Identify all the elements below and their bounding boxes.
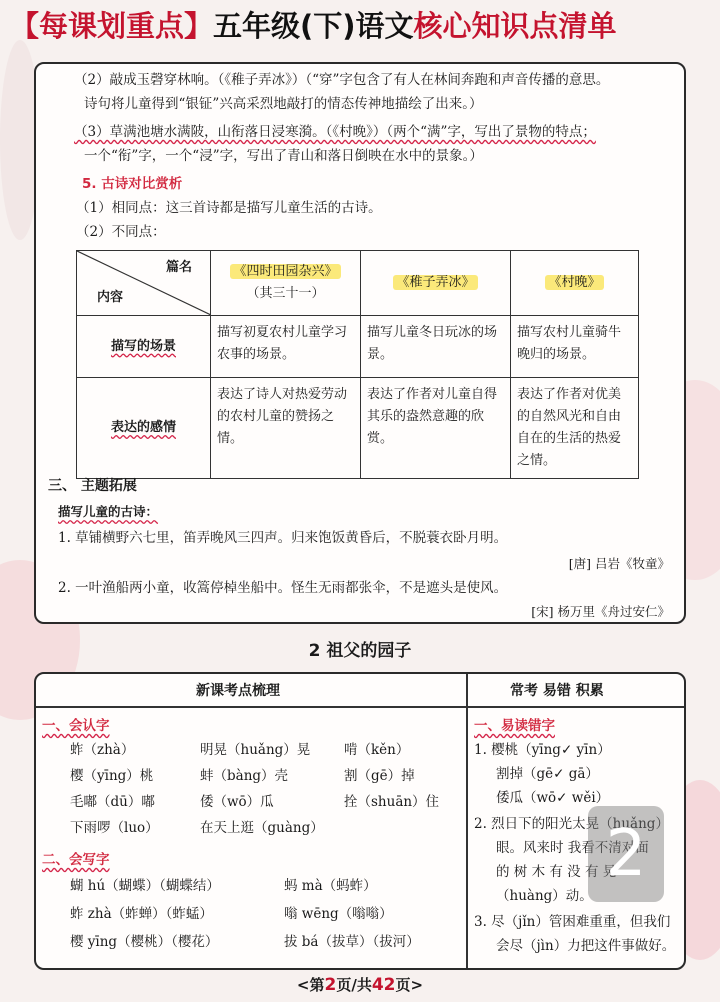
table-cell: 描写农村儿童骑牛晚归的场景。 bbox=[511, 316, 639, 378]
write-item: 嗡 wēng（嗡嗡） bbox=[284, 906, 393, 922]
error-item: 1. 樱桃（yīng✓ yīn） bbox=[474, 742, 611, 758]
compare-heading: 5. 古诗对比赏析 bbox=[82, 176, 183, 192]
error-item: 倭瓜（wō✓ wěi） bbox=[496, 790, 610, 806]
title-grade: 五年级(下) bbox=[213, 9, 356, 43]
char-item: 倭（wō）瓜 bbox=[200, 794, 274, 810]
char-item: 明晃（huǎng）晃 bbox=[200, 742, 311, 758]
page-footer bbox=[0, 974, 720, 995]
footer-total-pages: 42 bbox=[371, 975, 396, 995]
corner-top-label: 篇名 bbox=[165, 260, 192, 275]
poem-item-2b: 诗句将儿童得到“银钲”兴高采烈地敲打的情态传神地描绘了出来。） bbox=[84, 96, 483, 112]
page-title bbox=[10, 6, 710, 46]
poem-line-2: 2. 一叶渔船两小童，收篙停棹坐船中。怪生无雨都张伞，不是遮头是使风。 bbox=[58, 580, 508, 596]
char-item: 蚌（bàng）壳 bbox=[200, 768, 289, 784]
poem-source-2: [宋] 杨万里《舟过安仁》 bbox=[531, 604, 670, 619]
footer-middle: 页/共 bbox=[336, 976, 372, 994]
error-item: 3. 尽（jǐn）管困难重重，但我们 bbox=[474, 914, 671, 930]
table-cell: 表达了作者对优美的自然风光和自由自在的生活的热爱之情。 bbox=[511, 378, 639, 479]
theme-subheading: 描写儿童的古诗： bbox=[58, 504, 159, 519]
write-item: 蚂 mà（蚂蚱） bbox=[284, 878, 377, 894]
footer-prefix: <第 bbox=[296, 976, 325, 994]
error-item: 2. 烈日下的阳光太晃（huǎng） bbox=[474, 816, 669, 832]
poem-item-3b: 一个“衔”字，一个“浸”字，写出了青山和落日倒映在水中的景象。） bbox=[84, 148, 483, 164]
poem-item-3a: （3）草满池塘水满陂，山衔落日浸寒漪。（《村晚》）（两个“满”字，写出了景物的特点； bbox=[74, 124, 596, 140]
title-suffix: 核心知识点清单 bbox=[413, 9, 617, 43]
col2-title: 《稚子弄冰》 bbox=[393, 275, 477, 290]
error-item: 眼。风来时 我看不清对面 bbox=[496, 840, 649, 856]
char-item: 拴（shuān）住 bbox=[344, 794, 440, 810]
compare-diff: （2）不同点： bbox=[76, 224, 166, 240]
col-header-2 bbox=[361, 251, 511, 316]
row1-head-text: 描写的场景 bbox=[110, 338, 176, 354]
row-header-emotion bbox=[77, 378, 211, 479]
title-subject: 语文 bbox=[355, 9, 414, 43]
write-item: 蝴 hú（蝴蝶）（蝴蝶结） bbox=[70, 878, 220, 894]
error-item: （huàng）动。 bbox=[496, 888, 593, 904]
table-corner bbox=[77, 251, 211, 316]
char-item: 樱（yīng）桃 bbox=[70, 768, 154, 784]
table-cell: 表达了作者对儿童自得其乐的盎然意趣的欣赏。 bbox=[361, 378, 511, 479]
table-cell: 表达了诗人对热爱劳动的农村儿童的赞扬之情。 bbox=[211, 378, 361, 479]
char-item: 蚱（zhà） bbox=[70, 742, 135, 758]
col-header-3 bbox=[511, 251, 639, 316]
col1-subtitle: （其三十一） bbox=[246, 286, 325, 301]
char-item: 下雨啰（luo） bbox=[70, 820, 159, 836]
write-item: 樱 yīng（樱桃）（樱花） bbox=[70, 934, 219, 950]
col-header-1 bbox=[211, 251, 361, 316]
write-heading: 二、会写字 bbox=[42, 852, 110, 868]
left-column-header: 新课考点梳理 bbox=[196, 683, 280, 699]
page-number-badge: 2 bbox=[588, 806, 664, 902]
char-item: 割（gē）掉 bbox=[344, 768, 415, 784]
table-cell: 描写初夏农村儿童学习农事的场景。 bbox=[211, 316, 361, 378]
theme-heading: 三、 主题拓展 bbox=[48, 478, 137, 494]
title-bracket: 【每课划重点】 bbox=[10, 9, 214, 43]
header-divider bbox=[36, 706, 684, 708]
char-item: 毛嘟（dū）嘟 bbox=[70, 794, 155, 810]
lesson1-card bbox=[34, 62, 686, 624]
footer-suffix: 页> bbox=[395, 976, 424, 994]
poem-source-1: [唐] 吕岩《牧童》 bbox=[568, 556, 670, 571]
column-divider bbox=[466, 674, 468, 968]
write-item: 拔 bá（拔草）（拔河） bbox=[284, 934, 420, 950]
table-cell: 描写儿童冬日玩冰的场景。 bbox=[361, 316, 511, 378]
corner-bottom-label: 内容 bbox=[97, 290, 124, 305]
compare-same: （1）相同点：这三首诗都是描写儿童生活的古诗。 bbox=[76, 200, 382, 216]
poem-item-2a: （2）敲成玉磬穿林响。（《稚子弄冰》）（“穿”字包含了有人在林间奔跑和声音传播的意思。 bbox=[74, 72, 610, 88]
col3-title: 《村晚》 bbox=[545, 275, 603, 290]
lesson2-title: 2 祖父的园子 bbox=[308, 641, 412, 661]
recognize-heading: 一、会认字 bbox=[42, 718, 110, 734]
error-item: 割掉（gē✓ gā） bbox=[496, 766, 599, 782]
row-header-scene bbox=[77, 316, 211, 378]
char-item: 啃（kěn） bbox=[344, 742, 410, 758]
error-item: 会尽（jìn）力把这件事做好。 bbox=[496, 938, 676, 954]
error-heading: 一、易读错字 bbox=[474, 718, 555, 734]
footer-current-page: 2 bbox=[324, 975, 337, 995]
write-item: 蚱 zhà（蚱蝉）（蚱蜢） bbox=[70, 906, 213, 922]
comparison-table bbox=[76, 250, 639, 479]
error-item: 的 树 木 有 没 有 晃 bbox=[496, 864, 617, 880]
char-item: 在天上逛（guàng） bbox=[200, 820, 324, 836]
poem-line-1: 1. 草铺横野六七里，笛弄晚风三四声。归来饱饭黄昏后，不脱蓑衣卧月明。 bbox=[58, 530, 508, 546]
row2-head-text: 表达的感情 bbox=[110, 420, 176, 435]
col1-title: 《四时田园杂兴》 bbox=[230, 264, 340, 279]
right-column-header: 常考 易错 积累 bbox=[510, 683, 604, 699]
